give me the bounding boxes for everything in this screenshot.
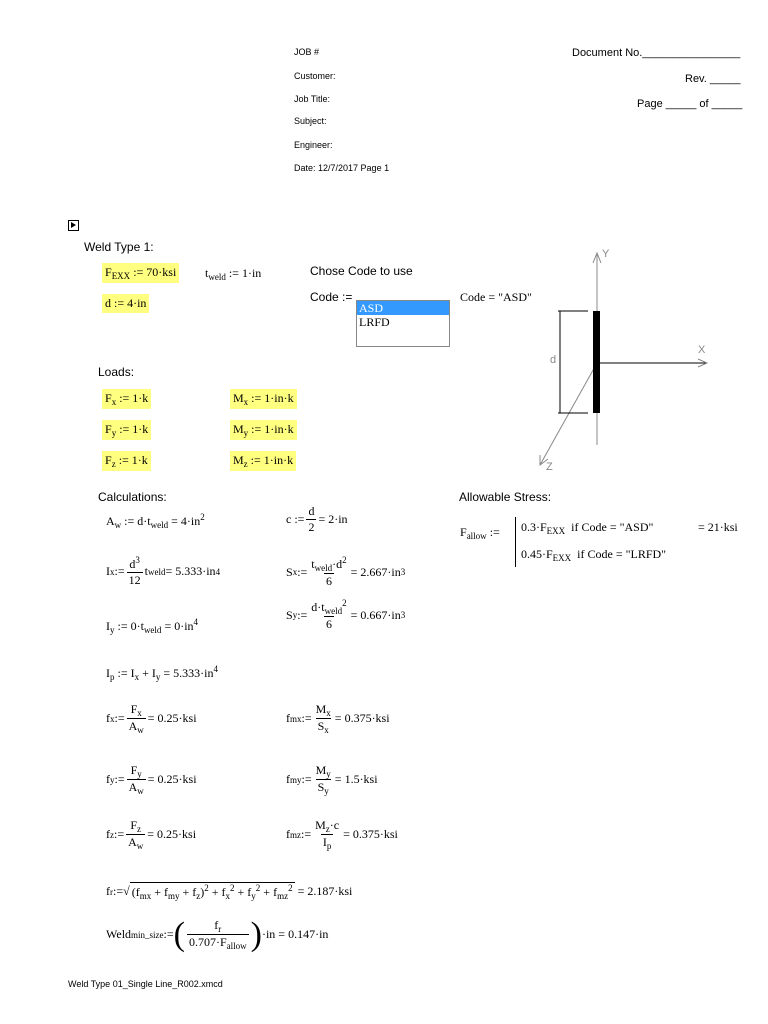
- fy-load[interactable]: $F_y$ := 1·k: [102, 420, 151, 440]
- revision: Rev. _____: [685, 73, 741, 85]
- fallow-line-lrfd: $0.45\cdot F_{EXX}$ if Code = "LRFD": [521, 547, 667, 563]
- job-title-label: Job Title:: [294, 94, 331, 104]
- ix-equation: I x := $\frac{d^3}{12}$ t weld = 5.333·in 4: [106, 555, 221, 587]
- fallow-line-asd: $0.3\cdot F_{EXX}$ if Code = "ASD": [521, 520, 654, 536]
- z-axis-label: Z: [546, 461, 553, 473]
- piecewise-bracket: [515, 517, 519, 567]
- calculations-title: Calculations:: [98, 490, 167, 504]
- fexx-input[interactable]: $F_{EXX}$ := 70·ksi: [102, 263, 179, 283]
- allowable-title: Allowable Stress:: [459, 490, 552, 504]
- mx-load[interactable]: $M_x$ := 1·in·k: [230, 389, 297, 409]
- z-axis: [540, 363, 597, 465]
- code-option-lrfd[interactable]: LRFD: [359, 315, 390, 329]
- job-label: JOB #: [294, 47, 320, 57]
- page-of: Page _____ of _____: [637, 98, 743, 110]
- file-name: Weld Type 01_Single Line_R002.xmcd: [68, 979, 223, 989]
- weld-diagram: [530, 245, 720, 475]
- fmx-equation: f mx := $\frac{M_x}{S_x}$ = 0.375·ksi: [286, 702, 390, 735]
- mz-load[interactable]: $M_z$ := 1·in·k: [230, 451, 296, 471]
- code-option-asd[interactable]: ASD: [357, 301, 449, 315]
- c-equation: c := $\frac{d}{2}$ = 2·in: [286, 504, 348, 534]
- customer-label: Customer:: [294, 71, 336, 81]
- engineer-label: Engineer:: [294, 140, 333, 150]
- region-toggle-icon[interactable]: [68, 220, 79, 231]
- document-number: Document No.________________: [572, 47, 741, 59]
- weld-line: [593, 311, 600, 413]
- d-input[interactable]: d := 4·in: [102, 294, 149, 313]
- subject-label: Subject:: [294, 116, 327, 126]
- my-load[interactable]: $M_y$ := 1·in·k: [230, 420, 297, 440]
- sx-equation: S x := $\frac{t_{weld}\cdot d^2}{6}$ = 2.667·in 3: [286, 555, 406, 588]
- section-title: Weld Type 1:: [84, 240, 154, 254]
- tweld-input[interactable]: $t_{weld}$ := 1·in: [205, 266, 262, 282]
- fz-load[interactable]: $F_z$ := 1·k: [102, 451, 151, 471]
- code-listbox[interactable]: [356, 300, 450, 347]
- ip-equation: $I_p$ := $I_x + I_y = 5.333\cdot in^4$: [106, 664, 218, 682]
- code-result: Code = "ASD": [460, 290, 532, 304]
- code-prompt: Chose Code to use: [310, 264, 413, 278]
- loads-title: Loads:: [98, 365, 135, 379]
- code-label: Code :=: [310, 290, 353, 304]
- fmy-equation: f my := $\frac{M_y}{S_y}$ = 1.5·ksi: [286, 763, 378, 796]
- fy-equation: f y := $\frac{F_y}{A_w}$ = 0.25·ksi: [106, 763, 197, 796]
- fz-equation: f z := $\frac{F_z}{A_w}$ = 0.25·ksi: [106, 818, 197, 851]
- fx-load[interactable]: $F_x$ := 1·k: [102, 389, 151, 409]
- date-line: Date: 12/7/2017 Page 1: [294, 163, 390, 173]
- fr-equation: f r := √ $(f_{mx} + f_{my} + f_z)^2 + f_x^2 + f_y^2 + f_{mz}^2$ = 2.187·ksi: [106, 883, 353, 901]
- d-dimension-label: d: [550, 354, 557, 366]
- fallow-lhs: $F_{allow}$ :=: [460, 525, 500, 541]
- sy-equation: S y := $\frac{d\cdot t_{weld}^2}{6}$ = 0.667·in 3: [286, 598, 406, 631]
- fx-equation: f x := $\frac{F_x}{A_w}$ = 0.25·ksi: [106, 702, 197, 735]
- fmz-equation: f mz := $\frac{M_z\cdot c}{I_p}$ = 0.375·ksi: [286, 818, 398, 851]
- fallow-result: = 21·ksi: [698, 520, 738, 534]
- iy-equation: $I_y$ := $0\cdot t_{weld} = 0\cdot in^4$: [106, 617, 199, 635]
- x-axis-label: X: [698, 344, 706, 356]
- aw-equation: $A_w$ := $d\cdot t_{weld} = 4\cdot in^2$: [106, 512, 205, 530]
- y-axis-label: Y: [602, 248, 610, 260]
- weld-size-equation: Weld min_size := ( $\frac{f_r}{0.707\cdot F_{allow}}$ ) ·in = 0.147·in: [106, 915, 329, 953]
